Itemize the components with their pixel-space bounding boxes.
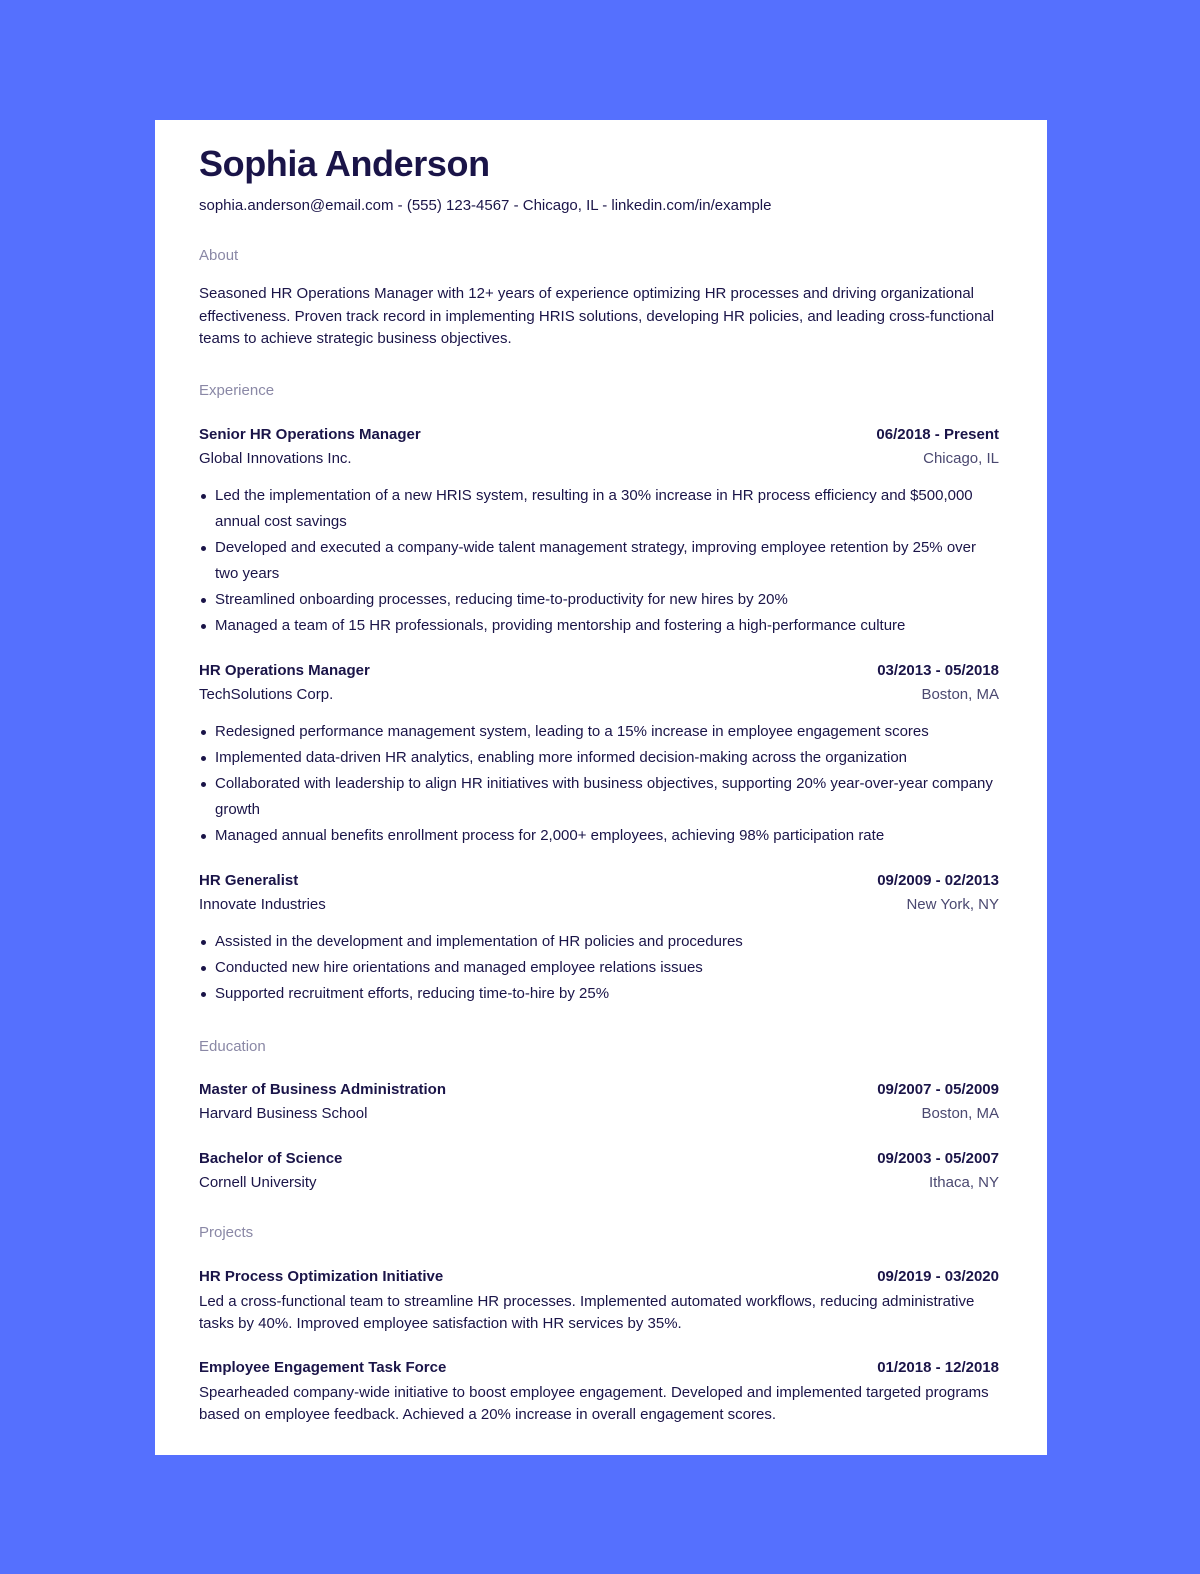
education-dates: 09/2003 - 05/2007 xyxy=(877,1149,999,1167)
education-entry xyxy=(199,1080,999,1124)
bullet-item: Collaborated with leadership to align HR initiatives with business objectives, supporting 20% year-over-year company growth xyxy=(199,771,999,823)
section-title-about: About xyxy=(199,247,239,264)
school-name: Harvard Business School xyxy=(199,1104,368,1122)
job-location: Chicago, IL xyxy=(923,449,999,467)
project-dates: 01/2018 - 12/2018 xyxy=(877,1358,999,1376)
bullet-item: Streamlined onboarding processes, reducing time-to-productivity for new hires by 20% xyxy=(199,587,999,613)
job-role: Senior HR Operations Manager xyxy=(199,425,421,443)
job-bullets xyxy=(199,719,999,849)
job-entry xyxy=(199,871,999,1007)
section-title-experience: Experience xyxy=(199,381,275,399)
bullet-item: Assisted in the development and implementation of HR policies and procedures xyxy=(199,929,999,955)
job-entry xyxy=(199,661,999,849)
school-name: Cornell University xyxy=(199,1173,317,1191)
project-name: HR Process Optimization Initiative xyxy=(199,1267,444,1285)
section-title-projects: Projects xyxy=(199,1223,254,1241)
job-location: Boston, MA xyxy=(921,685,999,703)
project-dates: 09/2019 - 03/2020 xyxy=(877,1267,999,1285)
job-bullets xyxy=(199,929,999,1007)
bullet-item: Led the implementation of a new HRIS system, resulting in a 30% increase in HR process efficiency and $500,000 annual cost savings xyxy=(199,483,999,535)
bullet-item: Conducted new hire orientations and managed employee relations issues xyxy=(199,955,999,981)
candidate-name: Sophia Anderson xyxy=(199,143,490,184)
job-dates: 06/2018 - Present xyxy=(876,425,999,443)
section-title-education: Education xyxy=(199,1037,266,1055)
job-company: Innovate Industries xyxy=(199,895,326,913)
project-name: Employee Engagement Task Force xyxy=(199,1358,447,1376)
school-location: Ithaca, NY xyxy=(928,1173,999,1191)
about-text: Seasoned HR Operations Manager with 12+ years of experience optimizing HR processes and driving organizational effectiveness. Proven track record in implementing HRIS solutions, developing HR policies, and leading cross-functional teams to achieve strategic business objectives. xyxy=(199,285,995,347)
project-description: Spearheaded company-wide initiative to boost employee engagement. Developed and implemented targeted programs based on employee feedback. Achieved a 20% increase in overall engagement scores. xyxy=(199,1383,989,1423)
job-role: HR Operations Manager xyxy=(199,661,370,679)
bullet-item: Implemented data-driven HR analytics, enabling more informed decision-making across the organization xyxy=(199,745,999,771)
job-company: TechSolutions Corp. xyxy=(199,685,334,703)
bullet-item: Redesigned performance management system, leading to a 15% increase in employee engagement scores xyxy=(199,719,999,745)
job-entry xyxy=(199,425,999,639)
degree-name: Master of Business Administration xyxy=(199,1080,446,1098)
job-dates: 03/2013 - 05/2018 xyxy=(877,661,999,679)
bullet-item: Developed and executed a company-wide talent management strategy, improving employee retention by 25% over two years xyxy=(199,535,999,587)
education-dates: 09/2007 - 05/2009 xyxy=(877,1080,999,1098)
project-entry xyxy=(199,1267,999,1336)
job-role: HR Generalist xyxy=(199,871,299,889)
bullet-item: Managed a team of 15 HR professionals, providing mentorship and fostering a high-performance culture xyxy=(199,613,999,639)
bullet-item: Supported recruitment efforts, reducing time-to-hire by 25% xyxy=(199,981,999,1007)
project-entry xyxy=(199,1358,999,1427)
education-entry xyxy=(199,1149,999,1193)
project-description: Led a cross-functional team to streamline HR processes. Implemented automated workflows, reducing administrative tasks by 40%. Improved employee satisfaction with HR services by 35%. xyxy=(199,1292,975,1332)
bullet-item: Managed annual benefits enrollment process for 2,000+ employees, achieving 98% participation rate xyxy=(199,823,999,849)
school-location: Boston, MA xyxy=(921,1104,999,1122)
degree-name: Bachelor of Science xyxy=(199,1149,343,1167)
job-company: Global Innovations Inc. xyxy=(199,449,352,467)
contact-line: sophia.anderson@email.com - (555) 123-4567 - Chicago, IL - linkedin.com/in/example xyxy=(199,197,772,214)
resume-page xyxy=(155,120,1047,1455)
job-bullets xyxy=(199,483,999,639)
job-dates: 09/2009 - 02/2013 xyxy=(877,871,999,889)
job-location: New York, NY xyxy=(906,895,999,913)
